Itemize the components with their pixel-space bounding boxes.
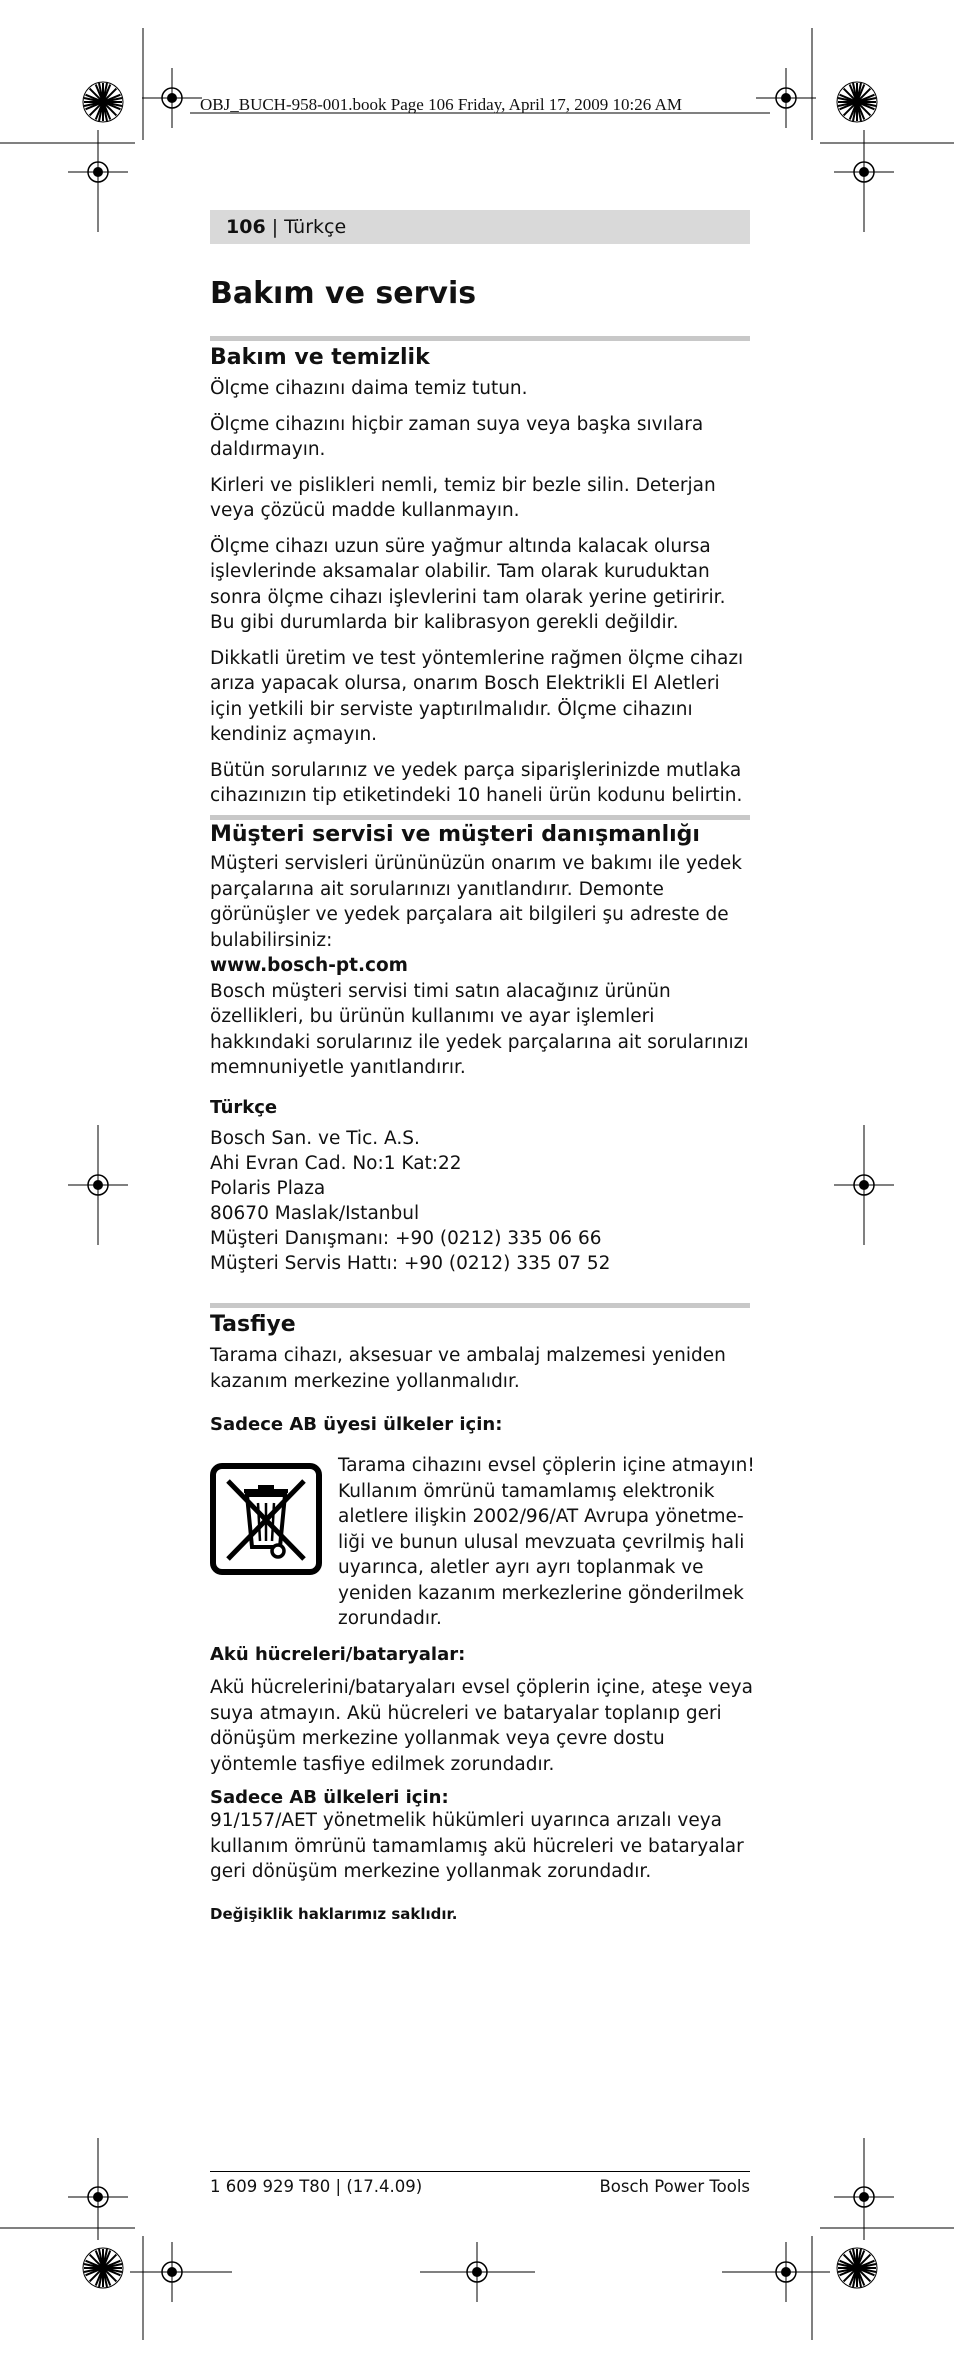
text-line: uyarınca, aletler ayrı ayrı toplanmak ve — [338, 1557, 704, 1578]
address-line: Ahi Evran Cad. No:1 Kat:22 — [210, 1152, 462, 1174]
subheading: Akü hücreleri/bataryalar: — [210, 1644, 466, 1665]
paragraph: Ölçme cihazı uzun süre yağmur altında kalacak olursa işlevlerinde aksamalar olabilir. Tam olarak kuruduktan sonra ölçme cihazı işlevlerini tam olarak yerine getiririr. Bu gibi durumlarda bir kalibrasyon gerekli değildir. — [210, 535, 726, 633]
address-block — [210, 1126, 755, 1276]
weee-bin-crossed-icon — [210, 1463, 322, 1575]
paragraph: Tarama cihazı, aksesuar ve ambalaj malzemesi yeniden kazanım merkezine yollanmalıdır. — [210, 1345, 726, 1392]
subheading: Sadece AB ülkeleri için: — [210, 1787, 449, 1808]
weee-notice — [338, 1453, 758, 1632]
footer-rule — [210, 2171, 750, 2172]
section-divider — [210, 1303, 750, 1308]
section-heading: Tasfiye — [210, 1312, 296, 1337]
paragraph: Bütün sorularınız ve yedek parça siparişlerinizde mutlaka cihazınızın tip etiketindeki 10 haneli ürün kodunu belirtin. — [210, 759, 743, 806]
text-line: zorundadır. — [338, 1608, 442, 1629]
paragraph: Kirleri ve pislikleri nemli, temiz bir bezle silin. Deterjan veya çözücü madde kullanmayın. — [210, 474, 716, 521]
page-header-bar — [210, 210, 750, 244]
page-number: 106 — [226, 216, 266, 238]
address-line: Müşteri Danışmanı: +90 (0212) 335 06 66 — [210, 1227, 602, 1249]
text-line: aletlere ilişkin 2002/96/AT Avrupa yönetme- — [338, 1506, 744, 1527]
section-disposal-intro — [210, 1312, 755, 1435]
address-line: Müşteri Servis Hattı: +90 (0212) 335 07 52 — [210, 1252, 611, 1274]
section-customer-service — [210, 822, 755, 1276]
paragraph: Ölçme cihazını daima temiz tutun. — [210, 378, 528, 399]
registration-star-icon — [837, 82, 877, 122]
section-heading: Müşteri servisi ve müşteri danışmanlığı — [210, 822, 700, 847]
paragraph: Müşteri servisleri ürününüzün onarım ve bakımı ile yedek parçalarına ait sorularınızı yanıtlandırır. Demonte görünüşler ve yedek parçalara ait bilgileri şu adreste de bulabilirsiniz: — [210, 853, 743, 951]
registration-star-icon — [83, 2248, 123, 2288]
paragraph: Ölçme cihazını hiçbir zaman suya veya başka sıvılara daldırmayın. — [210, 413, 704, 460]
website-link[interactable]: www.bosch-pt.com — [210, 955, 408, 976]
section-divider — [210, 815, 750, 820]
address-heading: Türkçe — [210, 1096, 278, 1118]
address-line: Bosch San. ve Tic. A.S. — [210, 1127, 420, 1149]
section-maintenance — [210, 345, 755, 819]
section-heading: Bakım ve temizlik — [210, 345, 430, 370]
paragraph: Dikkatli üretim ve test yöntemlerine rağmen ölçme cihazı arıza yapacak olursa, onarım Bosch Elektrikli El Aletleri için yetkili bir serviste yaptırılmalıdır. Ölçme cihazını kendiniz açmayın. — [210, 647, 744, 745]
subheading: Sadece AB üyesi ülkeler için: — [210, 1414, 503, 1435]
registration-star-icon — [837, 2248, 877, 2288]
paragraph: Akü hücrelerini/bataryaları evsel çöplerin içine, ateşe veya suya atmayın. Akü hücreleri ve bataryalar toplanıp geri dönüşüm merkezine yollanmak veya çevre dostu yöntemle tasfiye edilmek zorundadır. — [210, 1677, 753, 1775]
print-header: OBJ_BUCH-958-001.book Page 106 Friday, April 17, 2009 10:26 AM — [200, 95, 682, 114]
footer-brand: Bosch Power Tools — [599, 2177, 750, 2196]
text-line: liği ve bunun ulusal mevzuata çevrilmiş hali — [338, 1531, 745, 1553]
registration-star-icon — [83, 82, 123, 122]
address-line: Polaris Plaza — [210, 1177, 326, 1199]
rights-note: Değişiklik haklarımız saklıdır. — [210, 1904, 458, 1923]
registration-cross-icon — [756, 68, 816, 128]
section-divider — [210, 336, 750, 341]
section-batteries — [210, 1644, 755, 1923]
page-language: Türkçe — [284, 216, 347, 238]
registration-cross-icon — [142, 68, 202, 128]
paragraph: Bosch müşteri servisi timi satın alacağınız ürünün özellikleri, bu ürünün kullanımı ve ayar işlemleri hakkındaki sorularınız ile yedek parçalarına ait sorularınızı memnuniyetle yanıtlandırır. — [210, 980, 749, 1078]
paragraph: 91/157/AET yönetmelik hükümleri uyarınca arızalı veya kullanım ömrünü tamamlamış akü hücreleri ve bataryalar geri dönüşüm merkezine yollanmak zorundadır. — [210, 1810, 744, 1882]
text-line: yeniden kazanım merkezlerine gönderilmek — [338, 1582, 744, 1604]
address-line: 80670 Maslak/Istanbul — [210, 1202, 420, 1224]
page-title: Bakım ve servis — [210, 276, 477, 311]
page-separator: | — [265, 216, 285, 238]
text-line: Tarama cihazını evsel çöplerin içine atmayın! — [338, 1455, 755, 1476]
footer-doc-code: 1 609 929 T80 | (17.4.09) — [210, 2177, 423, 2196]
text-line: Kullanım ömrünü tamamlamış elektronik — [338, 1480, 715, 1502]
